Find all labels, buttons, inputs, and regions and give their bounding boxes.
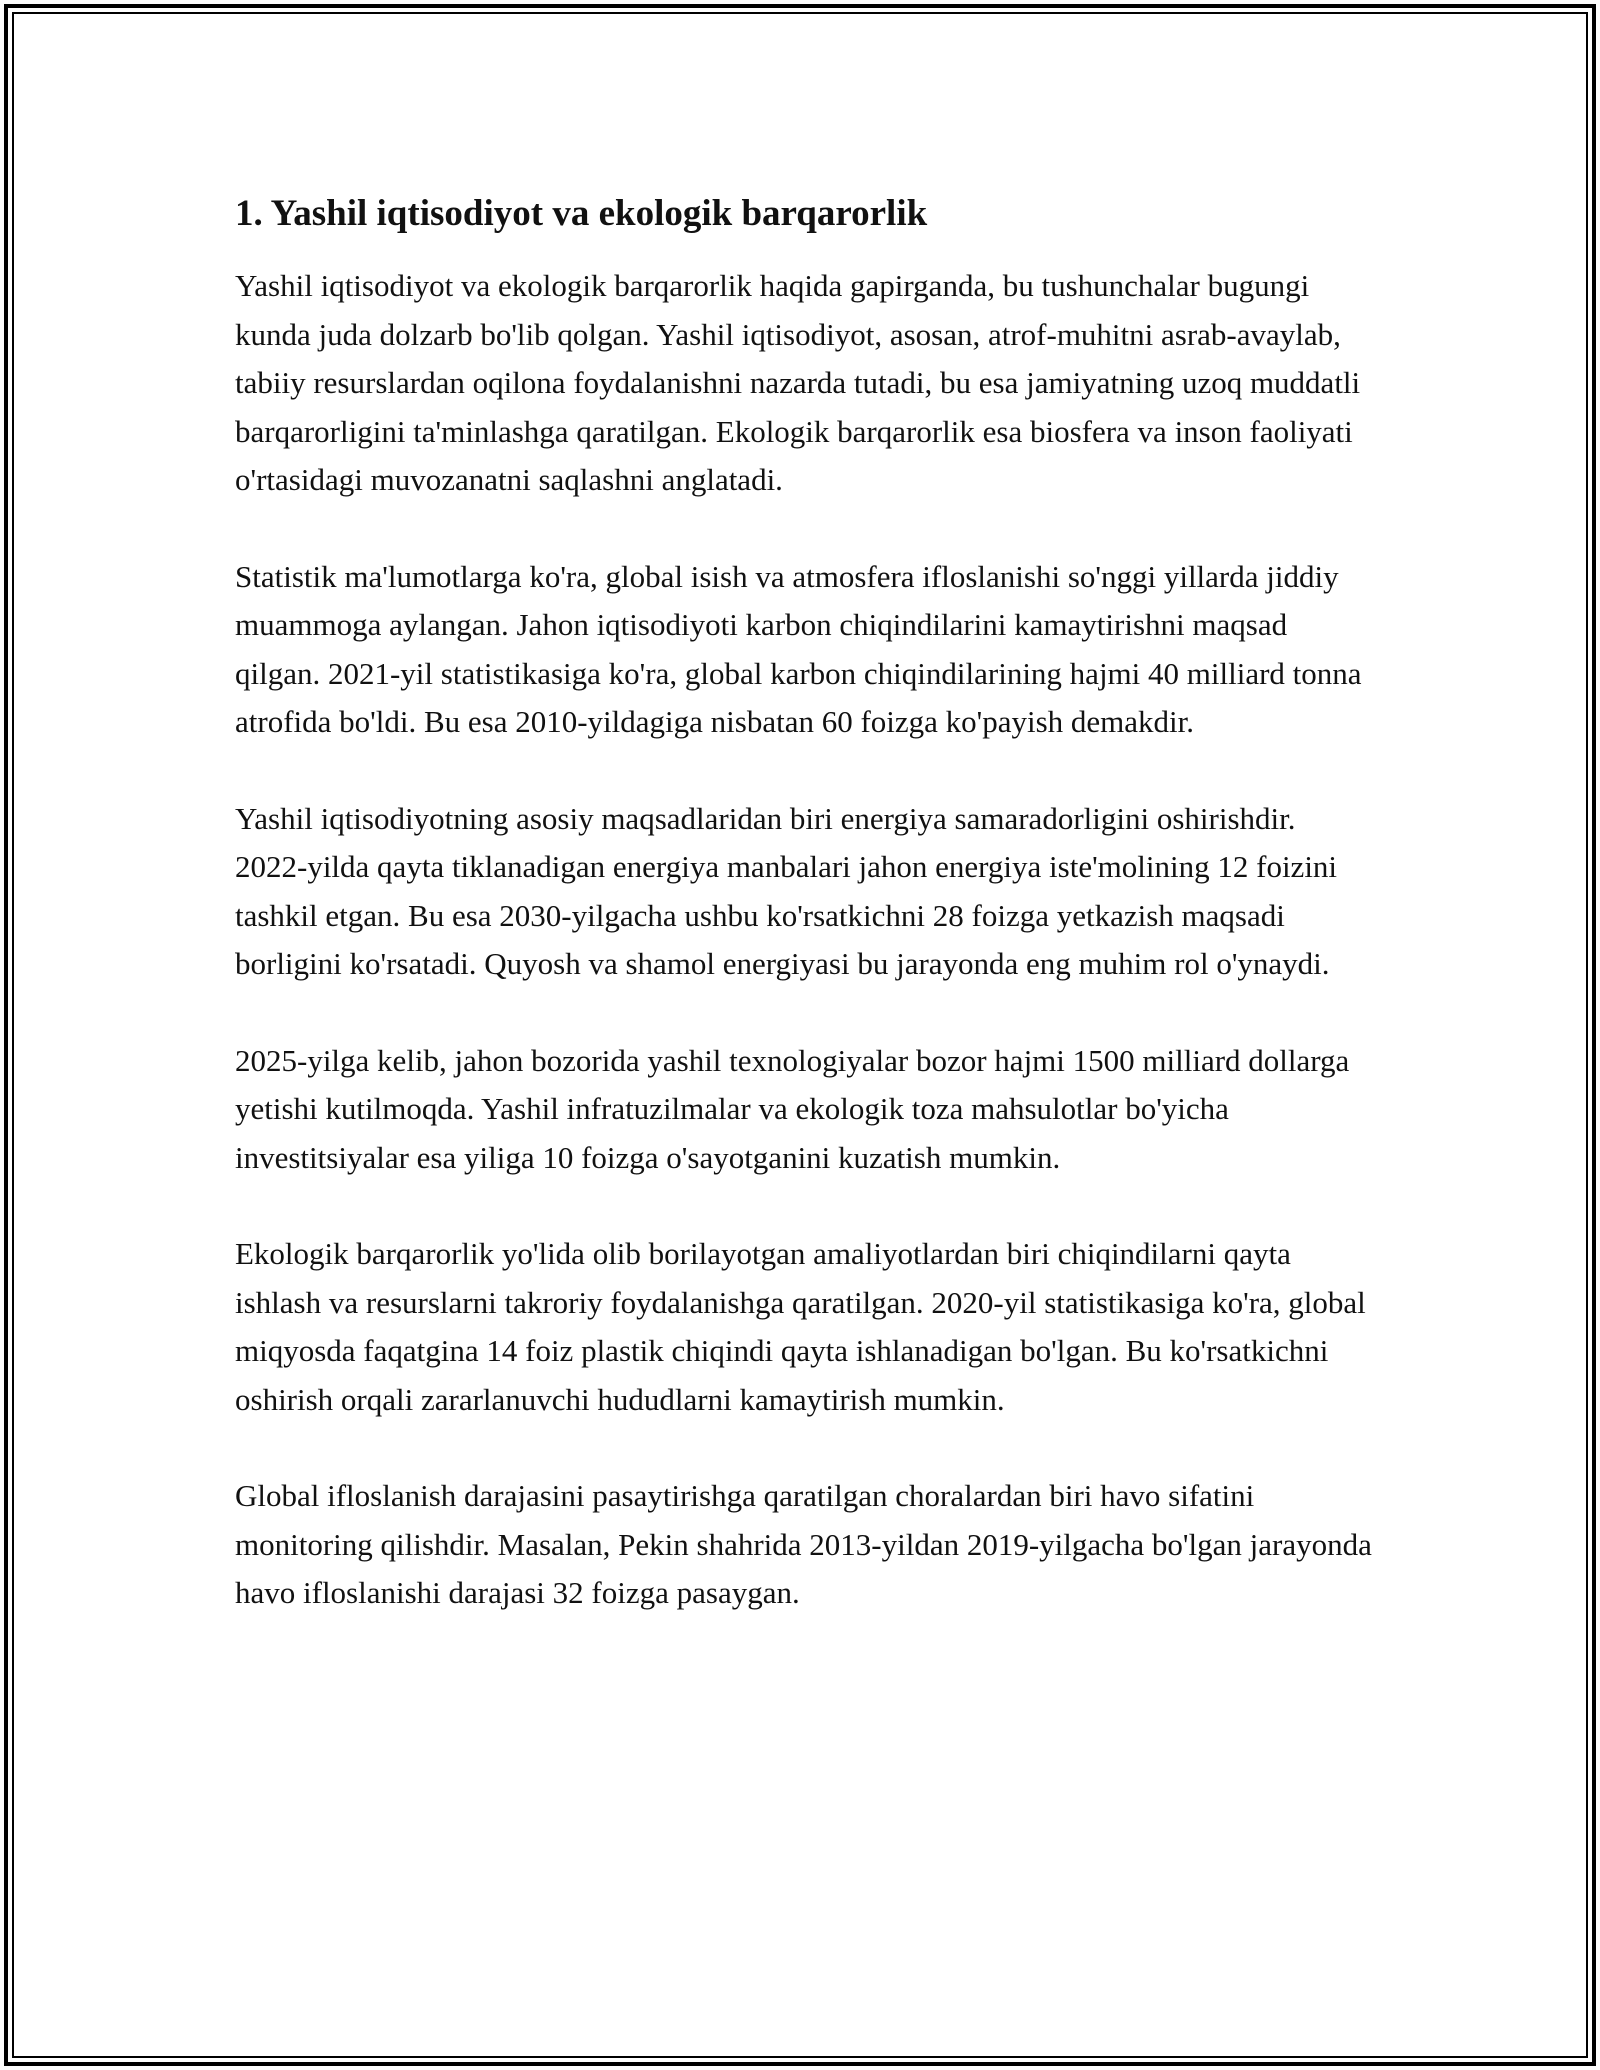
section-heading: 1. Yashil iqtisodiyot va ekologik barqarorlik: [235, 193, 928, 234]
paragraph-air-quality: Global ifloslanish darajasini pasaytirishga qaratilgan choralardan biri havo sifatini monitoring qilishdir. Masalan, Pekin shahrida 2013-yildan 2019-yilgacha bo'lgan jarayonda havo ifloslanishi darajasi 32 foizga pasaygan.: [235, 1478, 1372, 1610]
paragraph-green-technology-market: 2025-yilga kelib, jahon bozorida yashil texnologiyalar bozor hajmi 1500 milliard dollarga yetishi kutilmoqda. Yashil infratuzilmalar va ekologik toza mahsulotlar bo'yicha investitsiyalar esa yiliga 10 foizga o'sayotganini kuzatish mumkin.: [235, 1042, 1350, 1175]
document-body: [235, 190, 1375, 1666]
paragraph-carbon-emissions: Statistik ma'lumotlarga ko'ra, global isish va atmosfera ifloslanishi so'nggi yillarda jiddiy muammoga aylangan. Jahon iqtisodiyoti karbon chiqindilarini kamaytirishni maqsad qilgan. 2021-yil statistikasiga ko'ra, global karbon chiqindilarining hajmi 40 milliard tonna atrofida bo'ldi. Bu esa 2010-yildagiga nisbatan 60 foizga ko'payish demakdir.: [235, 558, 1362, 739]
paragraph-recycling: Ekologik barqarorlik yo'lida olib borilayotgan amaliyotlardan biri chiqindilarni qayta ishlash va resurslarni takroriy foydalanishga qaratilgan. 2020-yil statistikasiga ko'ra, global miqyosda faqatgina 14 foiz plastik chiqindi qayta ishlanadigan bo'lgan. Bu ko'rsatkichni oshirish orqali zararlanuvchi hududlarni kamaytirish mumkin.: [235, 1236, 1366, 1417]
paragraph-energy-efficiency: Yashil iqtisodiyotning asosiy maqsadlaridan biri energiya samaradorligini oshirishdir. 2022-yilda qayta tiklanadigan energiya manbalari jahon energiya iste'molining 12 foizini tashkil etgan. Bu esa 2030-yilgacha ushbu ko'rsatkichni 28 foizga yetkazish maqsadi borligini ko'rsatadi. Quyosh va shamol energiyasi bu jarayonda eng muhim rol o'ynaydi.: [235, 800, 1338, 981]
paragraph-intro: Yashil iqtisodiyot va ekologik barqarorlik haqida gapirganda, bu tushunchalar bugungi kunda juda dolzarb bo'lib qolgan. Yashil iqtisodiyot, asosan, atrof-muhitni asrab-avaylab, tabiiy resurslardan oqilona foydalanishni nazarda tutadi, bu esa jamiyatning uzoq muddatli barqarorligini ta'minlashga qaratilgan. Ekologik barqarorlik esa biosfera va inson faoliyati o'rtasidagi muvozanatni saqlashni anglatadi.: [235, 268, 1361, 497]
